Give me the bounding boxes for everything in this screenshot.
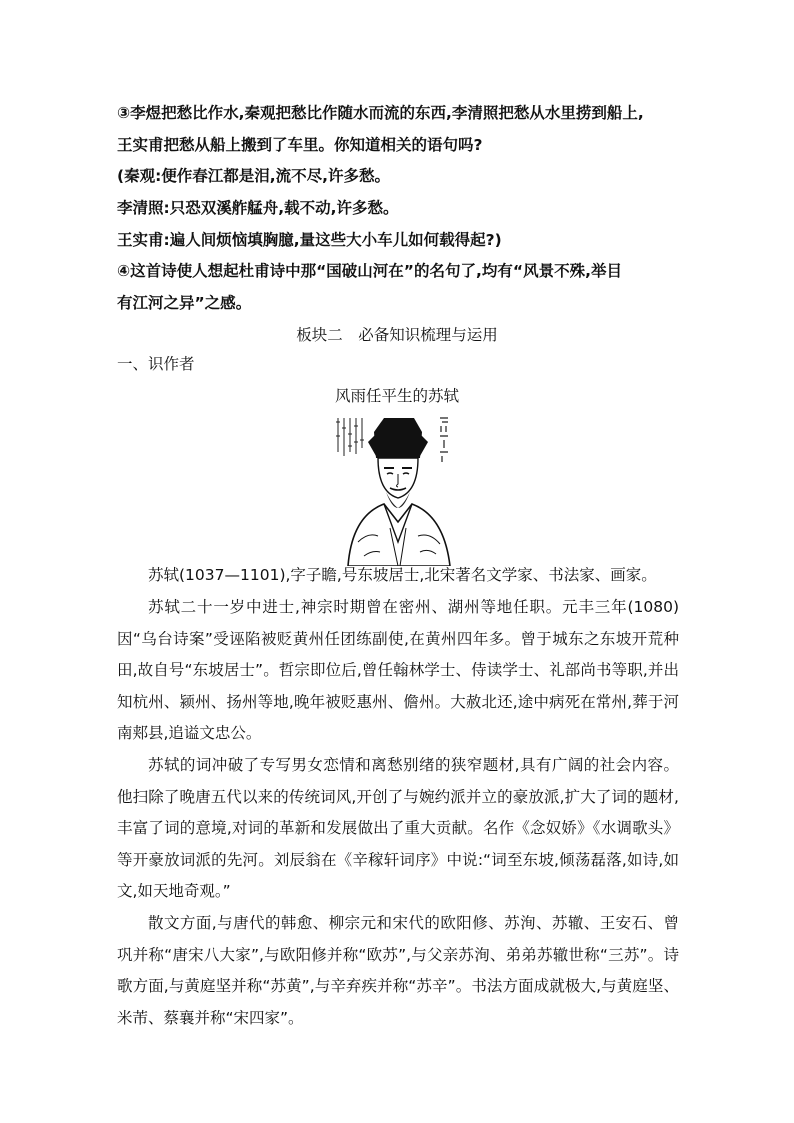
- ci-poetry-paragraph: 苏轼的词冲破了专写男女恋情和离愁别绪的狭窄题材,具有广阔的社会内容。他扫除了晚唐五代以来的传统词风,开创了与婉约派并立的豪放派,扩大了词的题材,丰富了词的意境,对词的革新和发展做出了重大贡献。名作《念奴娇》《水调歌头》等开豪放词派的先河。刘辰翁在《辛稼轩词序》中说:“词至东坡,倾荡磊落,如诗,如文,如天地奇观。”: [117, 756, 679, 900]
- section-title: 板块二 必备知识梳理与运用: [296, 326, 498, 344]
- answer-liqingzhao: 李清照:只恐双溪舴艋舟,载不动,许多愁。: [117, 199, 399, 217]
- biography-paragraph: 苏轼二十一岁中进士,神宗时期曾在密州、湖州等地任职。元丰三年(1080)因“乌台诗案”受诬陷被贬黄州任团练副使,在黄州四年多。曾于城东之东坡开荒种田,故自号“东坡居士”。哲宗即位后,曾任翰林学士、侍读学士、礼部尚书等职,并出知杭州、颍州、扬州等地,晚年被贬惠州、儋州。大赦北还,途中病死在常州,葬于河南郏县,追谥文忠公。: [117, 598, 679, 742]
- answer-qinguan: (秦观:便作春江都是泪,流不尽,许多愁。: [117, 167, 391, 185]
- scholar-hat: [374, 418, 422, 458]
- question-3-line-1: ③李煜把愁比作水,秦观把愁比作随水而流的东西,李清照把愁从水里捞到船上,: [117, 104, 644, 122]
- calligraphy-inscription: [336, 418, 364, 456]
- name-seal: [440, 418, 448, 462]
- article-title: 风雨任平生的苏轼: [334, 387, 459, 405]
- subsection-heading: 一、识作者: [117, 355, 195, 373]
- achievements-paragraph: 散文方面,与唐代的韩愈、柳宗元和宋代的欧阳修、苏洵、苏辙、王安石、曾巩并称“唐宋八大家”,与欧阳修并称“欧苏”,与父亲苏洵、弟弟苏辙世称“三苏”。诗歌方面,与黄庭坚并称“苏黄”,与辛弃疾并称“苏辛”。书法方面成就极大,与黄庭坚、米芾、蔡襄并称“宋四家”。: [117, 914, 679, 1027]
- question-4-line-2: 有江河之异”之感。: [117, 294, 252, 312]
- robe: [348, 504, 450, 566]
- question-3-line-2: 王实甫把愁从船上搬到了车里。你知道相关的语句吗?: [117, 136, 483, 154]
- su-shi-portrait: [328, 412, 468, 566]
- answer-wangshifu: 王实甫:遍人间烦恼填胸臆,量这些大小车儿如何载得起?): [117, 231, 502, 249]
- question-4-line-1: ④这首诗使人想起杜甫诗中那“国破山河在”的名句了,均有“风景不殊,举目: [117, 262, 622, 280]
- intro-paragraph: 苏轼(1037—1101),字子瞻,号东坡居士,北宋著名文学家、书法家、画家。: [148, 566, 657, 584]
